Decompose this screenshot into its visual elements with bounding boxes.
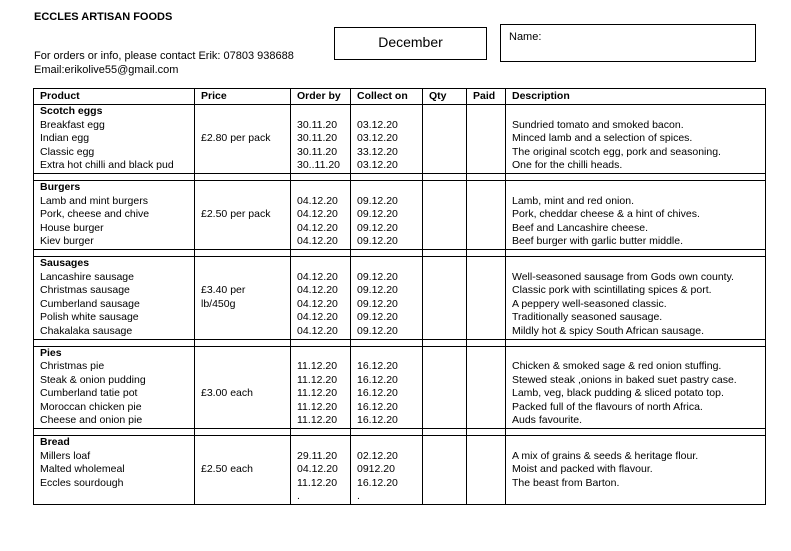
- table-row: [34, 159, 766, 173]
- collect-on-date: 09.12.20: [351, 311, 423, 325]
- empty-cell: [291, 256, 351, 270]
- product-name: Christmas pie: [34, 360, 195, 374]
- product-name: Christmas sausage: [34, 284, 195, 298]
- table-row: [34, 387, 766, 401]
- collect-on-date: 16.12.20: [351, 360, 423, 374]
- order-by-date: 04.12.20: [291, 235, 351, 249]
- qty-cell[interactable]: [423, 159, 467, 173]
- product-name: Breakfast egg: [34, 119, 195, 133]
- item-description: [506, 490, 766, 504]
- paid-cell[interactable]: [467, 132, 506, 146]
- empty-cell: [351, 105, 423, 119]
- order-by-date: 04.12.20: [291, 284, 351, 298]
- collect-on-date: 09.12.20: [351, 284, 423, 298]
- order-by-date: 04.12.20: [291, 463, 351, 477]
- qty-cell[interactable]: [423, 119, 467, 133]
- section-spacer-row: [34, 339, 766, 346]
- item-description: Pork, cheddar cheese & a hint of chives.: [506, 208, 766, 222]
- qty-cell[interactable]: [423, 271, 467, 285]
- product-name: Cumberland sausage: [34, 298, 195, 312]
- category-row: [34, 256, 766, 270]
- collect-on-date: 09.12.20: [351, 222, 423, 236]
- empty-cell: [467, 249, 506, 256]
- order-by-date: 11.12.20: [291, 401, 351, 415]
- order-by-date: 11.12.20: [291, 477, 351, 491]
- price-cell: [195, 450, 291, 464]
- price-cell: £2.50 each: [195, 463, 291, 477]
- empty-cell: [423, 436, 467, 450]
- table-row: [34, 311, 766, 325]
- section-spacer-row: [34, 249, 766, 256]
- product-name: Eccles sourdough: [34, 477, 195, 491]
- order-by-date: 30.11.20: [291, 132, 351, 146]
- table-row: [34, 208, 766, 222]
- contact-line: For orders or info, please contact Erik: 07803 938688: [34, 50, 294, 62]
- table-row: [34, 284, 766, 298]
- empty-cell: [351, 346, 423, 360]
- collect-on-date: 33.12.20: [351, 146, 423, 160]
- empty-cell: [467, 346, 506, 360]
- empty-cell: [423, 180, 467, 194]
- empty-cell: [195, 105, 291, 119]
- empty-cell: [423, 429, 467, 436]
- table-row: [34, 450, 766, 464]
- table-row: [34, 374, 766, 388]
- empty-cell: [291, 436, 351, 450]
- item-description: Minced lamb and a selection of spices.: [506, 132, 766, 146]
- qty-cell[interactable]: [423, 146, 467, 160]
- table-row: [34, 463, 766, 477]
- empty-cell: [351, 339, 423, 346]
- price-cell: [195, 414, 291, 428]
- product-name: Cumberland tatie pot: [34, 387, 195, 401]
- empty-cell: [423, 105, 467, 119]
- contact-info: [34, 49, 294, 77]
- qty-cell[interactable]: [423, 401, 467, 415]
- empty-cell: [423, 173, 467, 180]
- item-description: Stewed steak ,onions in baked suet pastry case.: [506, 374, 766, 388]
- order-by-date: 30.11.20: [291, 146, 351, 160]
- collect-on-date: 09.12.20: [351, 235, 423, 249]
- empty-cell: [423, 339, 467, 346]
- collect-on-date: 16.12.20: [351, 387, 423, 401]
- name-label: Name:: [509, 31, 542, 43]
- order-by-date: 04.12.20: [291, 195, 351, 209]
- empty-cell: [195, 436, 291, 450]
- category-row: [34, 436, 766, 450]
- item-description: The beast from Barton.: [506, 477, 766, 491]
- item-description: Beef and Lancashire cheese.: [506, 222, 766, 236]
- item-description: Mildly hot & spicy South African sausage.: [506, 325, 766, 339]
- order-by-date: 11.12.20: [291, 360, 351, 374]
- empty-cell: [467, 256, 506, 270]
- table-row: [34, 222, 766, 236]
- company-title: ECCLES ARTISAN FOODS: [34, 11, 173, 23]
- item-description: One for the chilli heads.: [506, 159, 766, 173]
- qty-cell[interactable]: [423, 477, 467, 491]
- qty-cell[interactable]: [423, 235, 467, 249]
- section-spacer-row: [34, 173, 766, 180]
- qty-cell[interactable]: [423, 360, 467, 374]
- paid-cell[interactable]: [467, 284, 506, 298]
- paid-cell[interactable]: [467, 298, 506, 312]
- price-cell: [195, 360, 291, 374]
- empty-cell: [467, 436, 506, 450]
- product-name: Polish white sausage: [34, 311, 195, 325]
- table-row: [34, 195, 766, 209]
- price-cell: [195, 119, 291, 133]
- collect-on-date: 0912.20: [351, 463, 423, 477]
- empty-cell: [506, 105, 766, 119]
- empty-cell: [351, 436, 423, 450]
- empty-cell: [34, 249, 195, 256]
- item-description: Packed full of the flavours of north Africa.: [506, 401, 766, 415]
- collect-on-date: 09.12.20: [351, 271, 423, 285]
- empty-cell: [34, 173, 195, 180]
- empty-cell: [467, 173, 506, 180]
- product-name: Cheese and onion pie: [34, 414, 195, 428]
- qty-cell[interactable]: [423, 490, 467, 504]
- qty-cell[interactable]: [423, 311, 467, 325]
- empty-cell: [506, 173, 766, 180]
- paid-cell[interactable]: [467, 387, 506, 401]
- order-by-date: 11.12.20: [291, 414, 351, 428]
- item-description: The original scotch egg, pork and seasoning.: [506, 146, 766, 160]
- column-header-qty: Qty: [423, 89, 467, 105]
- empty-cell: [506, 249, 766, 256]
- empty-cell: [195, 346, 291, 360]
- empty-cell: [506, 346, 766, 360]
- column-header-paid: Paid: [467, 89, 506, 105]
- empty-cell: [351, 180, 423, 194]
- qty-cell[interactable]: [423, 195, 467, 209]
- item-description: Well-seasoned sausage from Gods own county.: [506, 271, 766, 285]
- empty-cell: [195, 249, 291, 256]
- product-name: Kiev burger: [34, 235, 195, 249]
- qty-cell[interactable]: [423, 374, 467, 388]
- product-name: Lamb and mint burgers: [34, 195, 195, 209]
- paid-cell[interactable]: [467, 463, 506, 477]
- item-description: Auds favourite.: [506, 414, 766, 428]
- qty-cell[interactable]: [423, 298, 467, 312]
- table-row: [34, 477, 766, 491]
- price-cell: [195, 374, 291, 388]
- table-row: [34, 271, 766, 285]
- price-cell: £2.80 per pack: [195, 132, 291, 146]
- empty-cell: [291, 173, 351, 180]
- empty-cell: [291, 105, 351, 119]
- table-row: [34, 401, 766, 415]
- qty-cell[interactable]: [423, 463, 467, 477]
- item-description: Classic pork with scintillating spices & port.: [506, 284, 766, 298]
- empty-cell: [351, 249, 423, 256]
- item-description: Lamb, veg, black pudding & sliced potato top.: [506, 387, 766, 401]
- collect-on-date: 09.12.20: [351, 208, 423, 222]
- paid-cell[interactable]: [467, 311, 506, 325]
- qty-cell[interactable]: [423, 284, 467, 298]
- qty-cell[interactable]: [423, 222, 467, 236]
- price-cell: [195, 159, 291, 173]
- table-row: [34, 360, 766, 374]
- empty-cell: [506, 429, 766, 436]
- price-cell: [195, 325, 291, 339]
- order-by-date: 04.12.20: [291, 325, 351, 339]
- product-name: Pork, cheese and chive: [34, 208, 195, 222]
- product-name: Malted wholemeal: [34, 463, 195, 477]
- price-cell: [195, 401, 291, 415]
- paid-cell[interactable]: [467, 235, 506, 249]
- paid-cell[interactable]: [467, 146, 506, 160]
- collect-on-date: .: [351, 490, 423, 504]
- paid-cell[interactable]: [467, 195, 506, 209]
- empty-cell: [506, 180, 766, 194]
- table-row: [34, 414, 766, 428]
- order-by-date: 29.11.20: [291, 450, 351, 464]
- qty-cell[interactable]: [423, 387, 467, 401]
- month-box: December: [334, 27, 487, 60]
- product-name: Steak & onion pudding: [34, 374, 195, 388]
- price-cell: [195, 235, 291, 249]
- empty-cell: [423, 249, 467, 256]
- price-cell: £3.40 per: [195, 284, 291, 298]
- category-label: Bread: [34, 436, 195, 450]
- table-body: [34, 105, 766, 505]
- category-label: Pies: [34, 346, 195, 360]
- item-description: A mix of grains & seeds & heritage flour.: [506, 450, 766, 464]
- table-row: [34, 132, 766, 146]
- paid-cell[interactable]: [467, 414, 506, 428]
- empty-cell: [467, 180, 506, 194]
- price-cell: £2.50 per pack: [195, 208, 291, 222]
- price-cell: £3.00 each: [195, 387, 291, 401]
- order-table: [33, 88, 766, 505]
- price-cell: [195, 477, 291, 491]
- product-name: Classic egg: [34, 146, 195, 160]
- order-by-date: 04.12.20: [291, 222, 351, 236]
- empty-cell: [506, 436, 766, 450]
- empty-cell: [291, 346, 351, 360]
- paid-cell[interactable]: [467, 374, 506, 388]
- category-label: Scotch eggs: [34, 105, 195, 119]
- empty-cell: [467, 339, 506, 346]
- empty-cell: [506, 256, 766, 270]
- qty-cell[interactable]: [423, 132, 467, 146]
- paid-cell[interactable]: [467, 450, 506, 464]
- collect-on-date: 09.12.20: [351, 298, 423, 312]
- empty-cell: [195, 429, 291, 436]
- paid-cell[interactable]: [467, 360, 506, 374]
- collect-on-date: 03.12.20: [351, 119, 423, 133]
- order-by-date: 04.12.20: [291, 298, 351, 312]
- category-label: Burgers: [34, 180, 195, 194]
- section-spacer-row: [34, 429, 766, 436]
- column-header-price: Price: [195, 89, 291, 105]
- collect-on-date: 03.12.20: [351, 159, 423, 173]
- product-name: Lancashire sausage: [34, 271, 195, 285]
- price-cell: [195, 222, 291, 236]
- table-row: [34, 490, 766, 504]
- paid-cell[interactable]: [467, 208, 506, 222]
- paid-cell[interactable]: [467, 159, 506, 173]
- order-by-date: 30..11.20: [291, 159, 351, 173]
- empty-cell: [195, 173, 291, 180]
- price-cell: [195, 490, 291, 504]
- price-cell: lb/450g: [195, 298, 291, 312]
- qty-cell[interactable]: [423, 450, 467, 464]
- table-row: [34, 325, 766, 339]
- column-header-description: Description: [506, 89, 766, 105]
- empty-cell: [467, 105, 506, 119]
- empty-cell: [195, 256, 291, 270]
- collect-on-date: 09.12.20: [351, 325, 423, 339]
- column-header-collect-on: Collect on: [351, 89, 423, 105]
- item-description: Lamb, mint and red onion.: [506, 195, 766, 209]
- empty-cell: [351, 429, 423, 436]
- collect-on-date: 03.12.20: [351, 132, 423, 146]
- paid-cell[interactable]: [467, 222, 506, 236]
- collect-on-date: 16.12.20: [351, 401, 423, 415]
- column-header-product: Product: [34, 89, 195, 105]
- product-name: Millers loaf: [34, 450, 195, 464]
- table-row: [34, 146, 766, 160]
- price-cell: [195, 195, 291, 209]
- empty-cell: [195, 180, 291, 194]
- price-cell: [195, 271, 291, 285]
- empty-cell: [291, 249, 351, 256]
- product-name: [34, 490, 195, 504]
- item-description: Chicken & smoked sage & red onion stuffing.: [506, 360, 766, 374]
- product-name: Extra hot chilli and black pud: [34, 159, 195, 173]
- product-name: House burger: [34, 222, 195, 236]
- paid-cell[interactable]: [467, 477, 506, 491]
- empty-cell: [423, 346, 467, 360]
- category-row: [34, 346, 766, 360]
- empty-cell: [467, 429, 506, 436]
- item-description: Sundried tomato and smoked bacon.: [506, 119, 766, 133]
- paid-cell[interactable]: [467, 401, 506, 415]
- empty-cell: [423, 256, 467, 270]
- order-by-date: 04.12.20: [291, 208, 351, 222]
- item-description: A peppery well-seasoned classic.: [506, 298, 766, 312]
- product-name: Chakalaka sausage: [34, 325, 195, 339]
- category-row: [34, 180, 766, 194]
- table-row: [34, 235, 766, 249]
- paid-cell[interactable]: [467, 490, 506, 504]
- name-field[interactable]: [500, 24, 756, 62]
- order-by-date: 04.12.20: [291, 271, 351, 285]
- empty-cell: [351, 173, 423, 180]
- item-description: Traditionally seasoned sausage.: [506, 311, 766, 325]
- collect-on-date: 09.12.20: [351, 195, 423, 209]
- empty-cell: [34, 429, 195, 436]
- category-row: [34, 105, 766, 119]
- empty-cell: [291, 429, 351, 436]
- qty-cell[interactable]: [423, 325, 467, 339]
- order-by-date: .: [291, 490, 351, 504]
- empty-cell: [291, 180, 351, 194]
- table-header-row: [34, 89, 766, 105]
- table-row: [34, 119, 766, 133]
- item-description: Moist and packed with flavour.: [506, 463, 766, 477]
- qty-cell[interactable]: [423, 208, 467, 222]
- qty-cell[interactable]: [423, 414, 467, 428]
- price-cell: [195, 146, 291, 160]
- paid-cell[interactable]: [467, 271, 506, 285]
- collect-on-date: 02.12.20: [351, 450, 423, 464]
- collect-on-date: 16.12.20: [351, 477, 423, 491]
- order-by-date: 30.11.20: [291, 119, 351, 133]
- order-by-date: 11.12.20: [291, 387, 351, 401]
- column-header-order-by: Order by: [291, 89, 351, 105]
- order-by-date: 04.12.20: [291, 311, 351, 325]
- category-label: Sausages: [34, 256, 195, 270]
- email-line: Email:erikolive55@gmail.com: [34, 64, 179, 76]
- collect-on-date: 16.12.20: [351, 414, 423, 428]
- product-name: Moroccan chicken pie: [34, 401, 195, 415]
- collect-on-date: 16.12.20: [351, 374, 423, 388]
- empty-cell: [195, 339, 291, 346]
- paid-cell[interactable]: [467, 325, 506, 339]
- empty-cell: [291, 339, 351, 346]
- item-description: Beef burger with garlic butter middle.: [506, 235, 766, 249]
- table-row: [34, 298, 766, 312]
- empty-cell: [34, 339, 195, 346]
- product-name: Indian egg: [34, 132, 195, 146]
- price-cell: [195, 311, 291, 325]
- order-by-date: 11.12.20: [291, 374, 351, 388]
- paid-cell[interactable]: [467, 119, 506, 133]
- empty-cell: [506, 339, 766, 346]
- empty-cell: [351, 256, 423, 270]
